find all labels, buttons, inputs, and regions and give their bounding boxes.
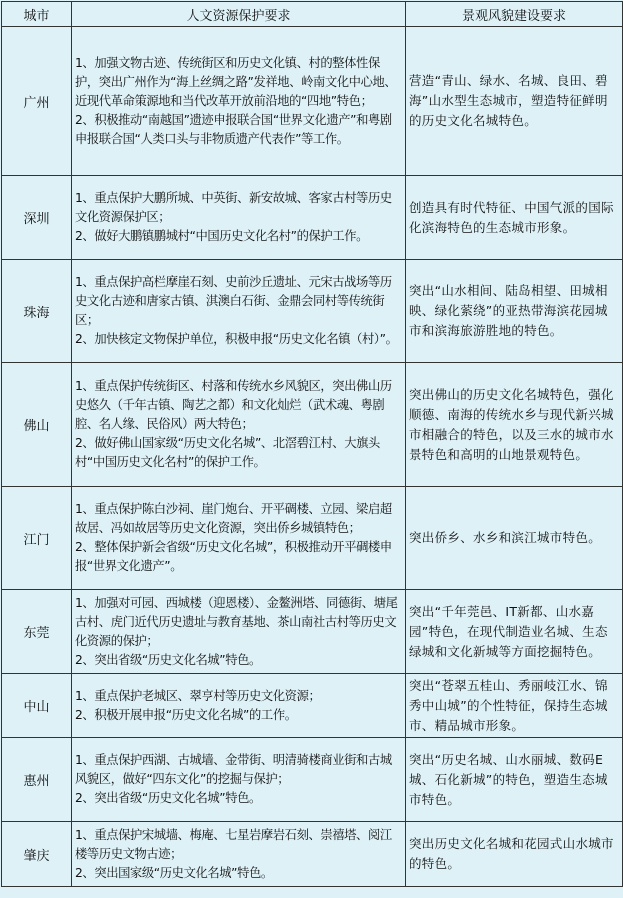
city-name: 珠海 — [2, 260, 72, 363]
header-cultural-requirements: 人文资源保护要求 — [72, 2, 406, 27]
table-row-dongguan — [2, 590, 623, 674]
landscape-requirements: 突出“千年莞邑、IT新都、山水嘉园”特色，在现代制造业名城、生态绿城和文化新城等方面挖掘特色。 — [406, 590, 623, 674]
requirement-item: 1、重点保护陈白沙祠、崖门炮台、开平碉楼、立园、梁启超故居、冯如故居等历史文化资源，突出侨乡城镇特色； — [75, 502, 392, 535]
landscape-requirements: 突出“历史名城、山水丽城、数码E城、石化新城”的特色，塑造生态城市特色。 — [406, 738, 623, 822]
city-name: 佛山 — [2, 363, 72, 487]
requirement-item: 2、突出省级“历史文化名城”特色。 — [75, 791, 261, 805]
cultural-requirements — [72, 260, 406, 363]
requirement-item: 1、重点保护宋城墙、梅庵、七星岩摩岩石刻、崇禧塔、阅江楼等历史文物古迹； — [75, 827, 392, 861]
landscape-requirements: 营造“青山、绿水、名城、良田、碧海”山水型生态城市，塑造特征鲜明的历史文化名城特色。 — [406, 27, 623, 176]
cultural-requirements — [72, 176, 406, 260]
city-requirements-table — [1, 1, 623, 887]
header-landscape-requirements: 景观风貌建设要求 — [406, 2, 623, 27]
landscape-requirements: 突出历史文化名城和花园式山水城市的特色。 — [406, 822, 623, 887]
requirement-item: 1、重点保护传统街区、村落和传统水乡风貌区，突出佛山历史悠久（千年古镇、陶艺之都）和文化灿烂（武术魂、粤剧腔、名人缘、民俗风）两大特色； — [75, 379, 392, 431]
table-row-zhaoqing — [2, 822, 623, 887]
requirement-item: 2、做好佛山国家级“历史文化名城”、北滘碧江村、大旗头村“中国历史文化名村”的保护工作。 — [75, 436, 380, 469]
landscape-requirements: 突出侨乡、水乡和滨江城市特色。 — [406, 487, 623, 590]
landscape-requirements: 突出佛山的历史文化名城特色，强化顺德、南海的传统水乡与现代新兴城市相融合的特色，以及三水的城市水景特色和高明的山地景观特色。 — [406, 363, 623, 487]
requirement-item: 2、突出省级“历史文化名城”特色。 — [75, 652, 261, 667]
table-row-shenzhen — [2, 176, 623, 260]
cultural-requirements — [72, 590, 406, 674]
requirement-item: 2、整体保护新会省级“历史文化名城”，积极推动开平碉楼申报“世界文化遗产”。 — [75, 540, 392, 573]
cultural-requirements — [72, 674, 406, 738]
city-name: 肇庆 — [2, 822, 72, 887]
table-row-foshan — [2, 363, 623, 487]
table-row-huizhou — [2, 738, 623, 822]
requirement-item: 2、做好大鹏镇鹏城村“中国历史文化名村”的保护工作。 — [75, 229, 368, 243]
requirement-item: 1、重点保护高栏摩崖石刻、史前沙丘遗址、元宋古战场等历史文化古迹和唐家古镇、淇澳白石街、金鼎会同村等传统街区； — [75, 275, 392, 327]
requirement-item: 1、加强文物古迹、传统街区和历史文化镇、村的整体性保护，突出广州作为“海上丝绸之路”发祥地、岭南文化中心地、近现代革命策源地和当代改革开放前沿地的“四地”特色； — [75, 55, 397, 108]
cultural-requirements — [72, 738, 406, 822]
cultural-requirements — [72, 822, 406, 887]
table-row-zhongshan — [2, 674, 623, 738]
requirement-item: 1、重点保护大鹏所城、中英街、新安故城、客家古村等历史文化资源保护区； — [75, 191, 392, 224]
requirement-item: 2、积极开展申报“历史文化名城”的工作。 — [75, 707, 297, 722]
landscape-requirements: 创造具有时代特征、中国气派的国际化滨海特色的生态城市形象。 — [406, 176, 623, 260]
cultural-requirements — [72, 363, 406, 487]
cultural-requirements — [72, 487, 406, 590]
requirement-item: 1、重点保护西湖、古城墙、金带街、明清骑楼商业街和古城风貌区，做好“四东文化”的挖掘与保护； — [75, 753, 392, 786]
city-name: 东莞 — [2, 590, 72, 674]
requirement-item: 2、加快核定文物保护单位，积极申报“历史文化名镇（村）”。 — [75, 332, 398, 346]
requirement-item: 1、重点保护老城区、翠亨村等历史文化资源； — [75, 688, 321, 703]
city-name: 惠州 — [2, 738, 72, 822]
city-name: 江门 — [2, 487, 72, 590]
city-name: 广州 — [2, 27, 72, 176]
cultural-requirements — [72, 27, 406, 176]
landscape-requirements: 突出“山水相间、陆岛相望、田城相映、绿化萦绕”的亚热带海滨花园城市和滨海旅游胜地的特色。 — [406, 260, 623, 363]
table-row-jiangmen — [2, 487, 623, 590]
table-row-zhuhai — [2, 260, 623, 363]
city-name: 深圳 — [2, 176, 72, 260]
requirement-item: 2、突出国家级“历史文化名城”特色。 — [75, 865, 273, 880]
table-header-row — [2, 2, 623, 27]
landscape-requirements: 突出“苍翠五桂山、秀丽岐江水、锦秀中山城”的个性特征，保持生态城市、精品城市形象。 — [406, 674, 623, 738]
requirement-item: 2、积极推动“南越国”遗迹申报联合国“世界文化遗产”和粤剧申报联合国“人类口头与非物质遗产代表作”等工作。 — [75, 112, 392, 146]
header-city: 城市 — [2, 2, 72, 27]
requirement-item: 1、加强对可园、西城楼（迎恩楼）、金鳌洲塔、同德街、塘尾古村、虎门近代历史遗址与教育基地、茶山南社古村等历史文化资源的保护； — [75, 595, 398, 648]
table-row-guangzhou — [2, 27, 623, 176]
city-name: 中山 — [2, 674, 72, 738]
